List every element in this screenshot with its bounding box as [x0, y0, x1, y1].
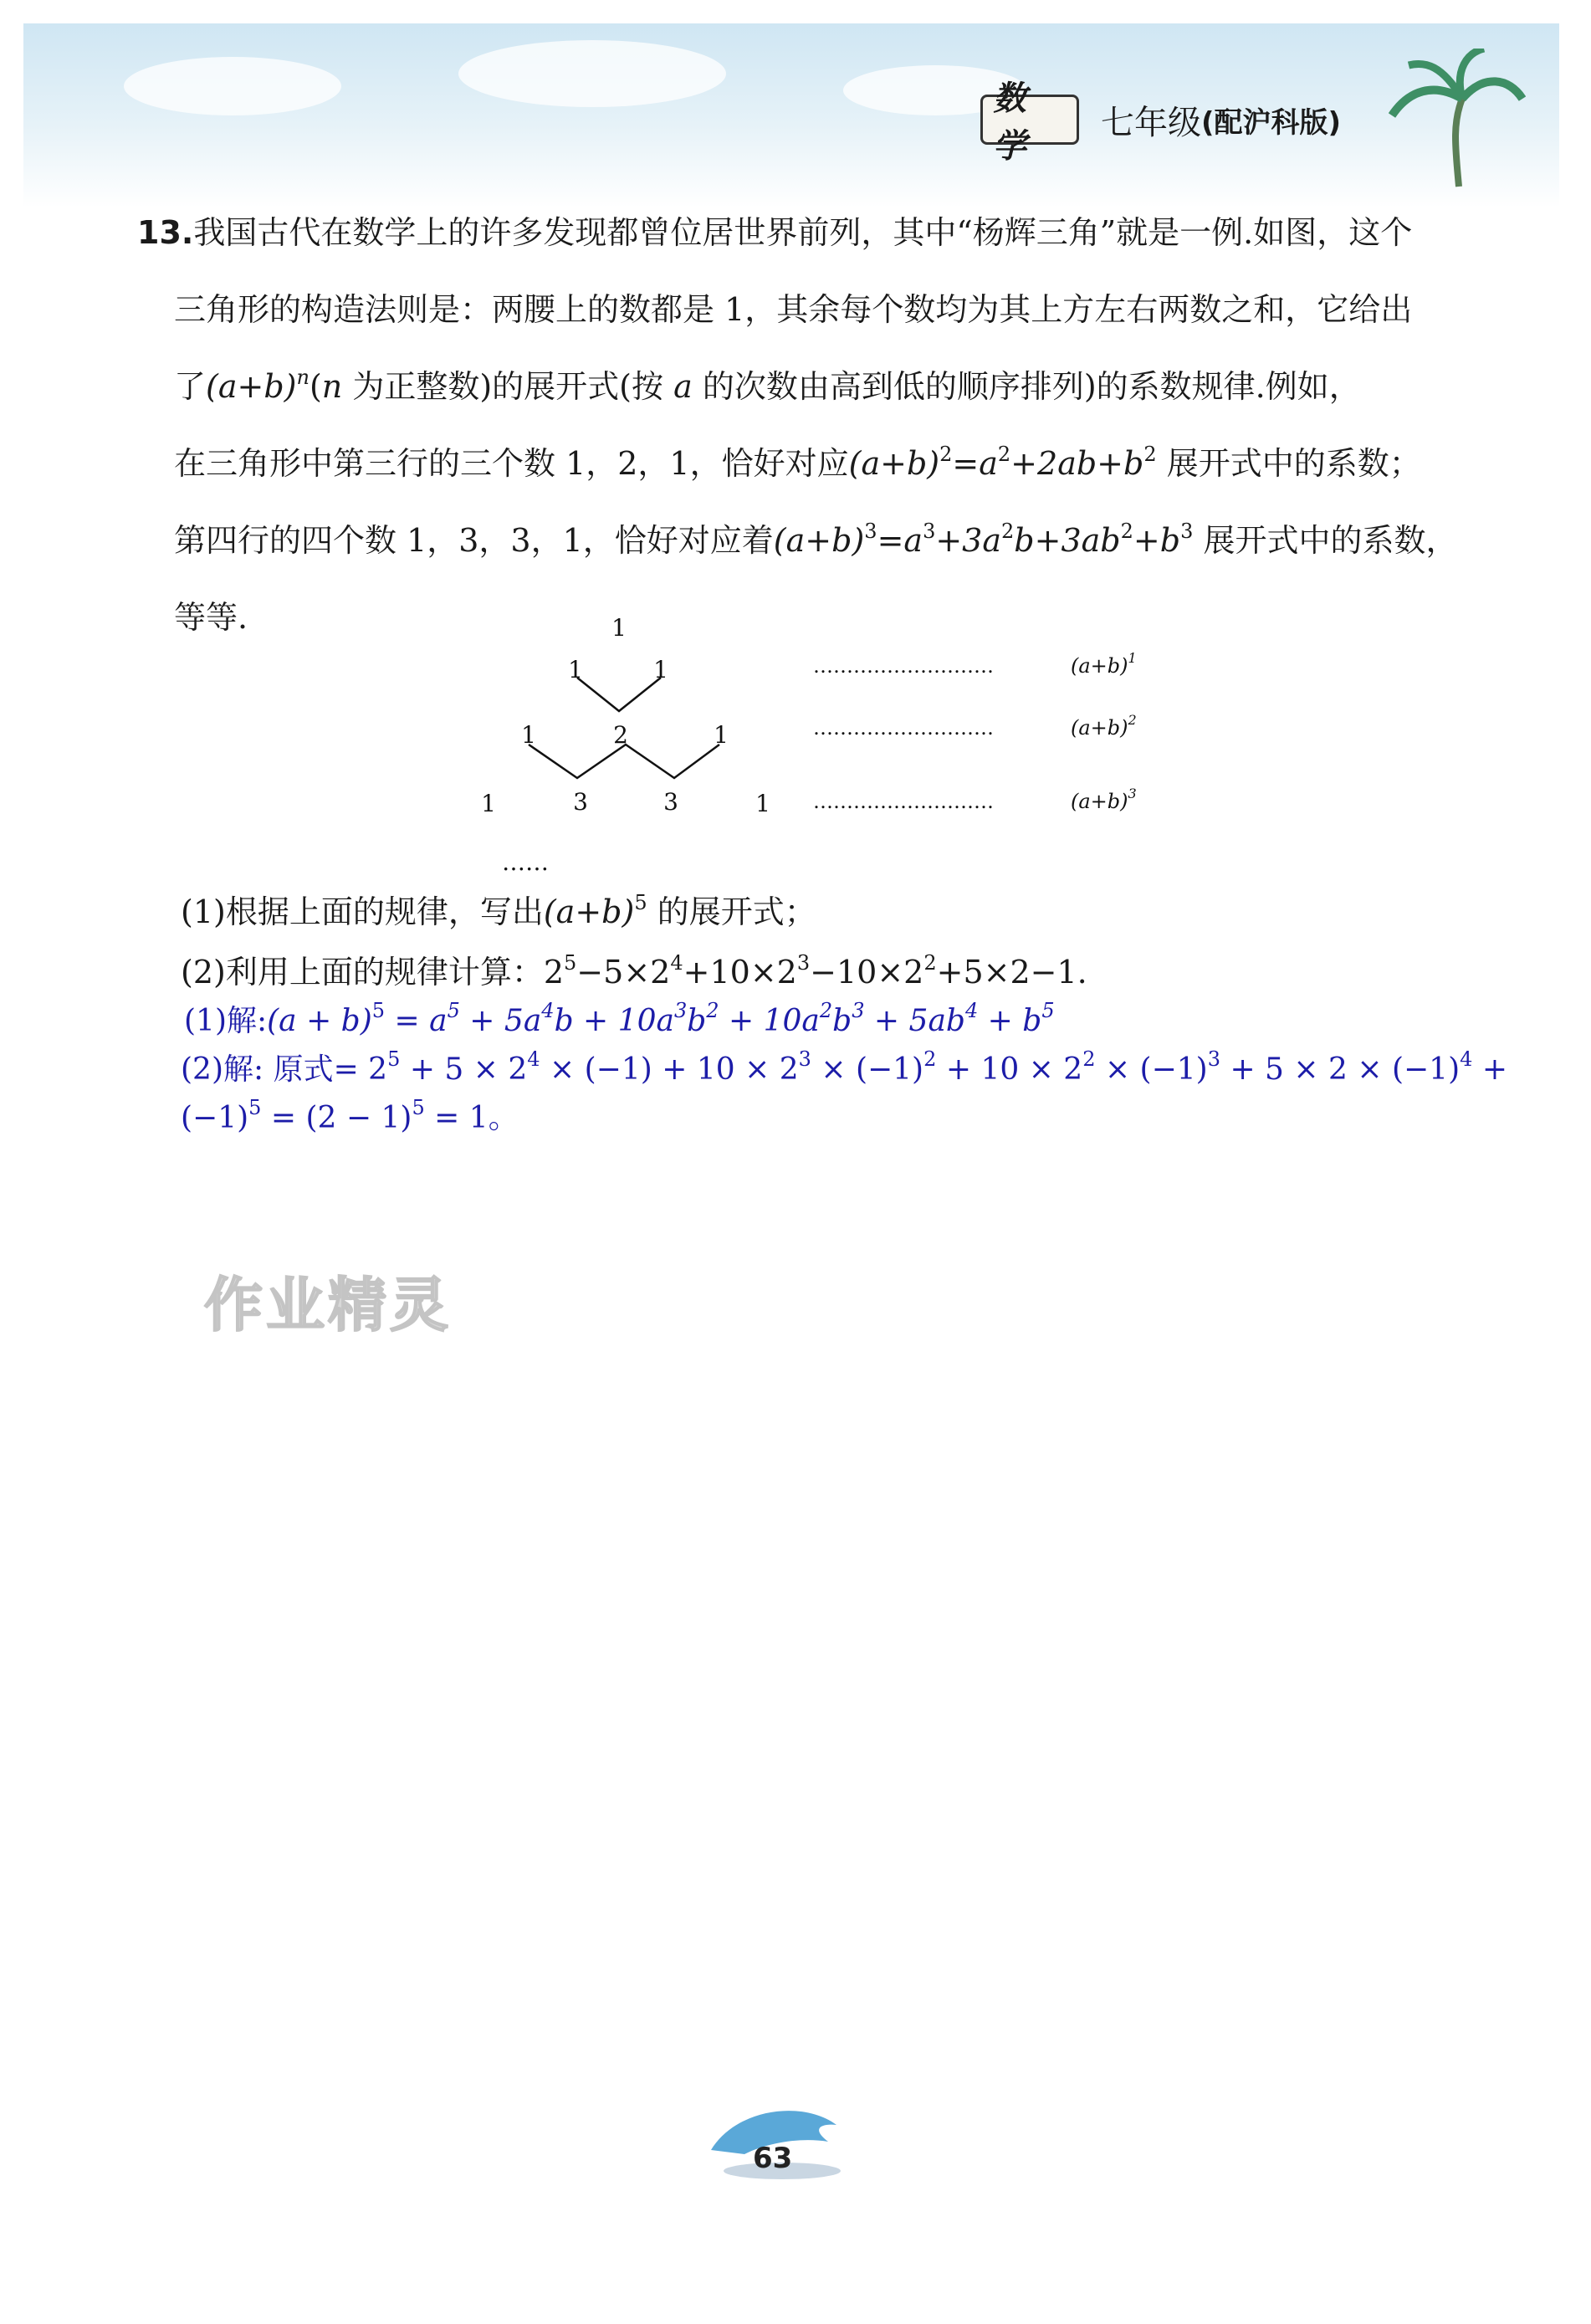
triangle-number: 3	[663, 788, 678, 816]
triangle-number: 1	[568, 656, 583, 683]
cloud-decoration	[124, 57, 341, 115]
triangle-number: 1	[714, 721, 729, 749]
triangle-continuation: ……	[502, 848, 549, 876]
palm-tree-icon	[1375, 49, 1526, 191]
triangle-number: 1	[611, 614, 627, 642]
triangle-number: 3	[573, 788, 588, 816]
connector-line	[577, 678, 661, 711]
book-tag	[980, 79, 1342, 166]
triangle-number: 2	[613, 721, 628, 749]
problem-line: 第四行的四个数 1，3，3，1，恰好对应着$(a+b)^3=a^3+3a^2b+3ab^2+b^3$ 展开式中的系数，	[174, 520, 1458, 559]
dotted-leader: ………………………	[813, 790, 994, 813]
sub-question-1: (1)根据上面的规律，写出$(a+b)^5$ 的展开式；	[181, 891, 816, 930]
question-number: 13.	[137, 214, 194, 251]
expansion-label: $(a+b)^1$	[1071, 650, 1137, 678]
triangle-numbers	[481, 614, 770, 817]
problem-line: 了$(a+b)^n(n$ 为正整数)的展开式(按 a 的次数由高到低的顺序排列)的系数规律.例如，	[174, 366, 1361, 405]
expansion-labels	[813, 650, 1137, 813]
expansion-label: $(a+b)^2$	[1071, 712, 1137, 740]
problem-line: 三角形的构造法则是：两腰上的数都是 1，其余每个数均为其上方左右两数之和，它给出	[174, 291, 1413, 328]
sub-question-2: (2)利用上面的规律计算：$2^5-5\times 2^4+10\times 2^3-10\times 2^2+5\times 2-1$.	[181, 951, 1087, 991]
problem-line: 在三角形中第三行的三个数 1，2，1，恰好对应$(a+b)^2=a^2+2ab+b^2$ 展开式中的系数；	[174, 443, 1421, 482]
problem-line: 13.我国古代在数学上的许多发现都曾位居世界前列，其中“杨辉三角”就是一例.如图，这个	[137, 214, 1413, 251]
edition-label: (配沪科版)	[1201, 105, 1342, 140]
answer-2: (2)解: 原式= $2^5 + 5 \times 2^4 \times (-1) + 10 \times 2^3 \times (-1)^2 + 10 \times 2^2 \times (-1)^3 + 5 \times 2 \times (-1)^4$ +	[181, 1047, 1508, 1087]
triangle-number: 1	[755, 790, 770, 817]
dotted-leader: ………………………	[813, 716, 994, 740]
cloud-decoration	[458, 40, 726, 107]
answer-2-continued: $(-1)^5 = (2 - 1)^5 = 1$。	[181, 1096, 519, 1135]
problem-line: 等等.	[174, 599, 248, 636]
triangle-number: 1	[653, 656, 668, 683]
dotted-leader: ………………………	[813, 654, 994, 678]
grade-label: 七年级	[1101, 103, 1201, 142]
expansion-label: $(a+b)^3$	[1071, 786, 1137, 813]
triangle-number: 1	[521, 721, 536, 749]
triangle-number: 1	[481, 790, 496, 817]
connector-line	[529, 745, 719, 778]
sub-questions	[181, 882, 1087, 1002]
yanghui-triangle-figure	[452, 602, 1171, 878]
subject-label: 数学	[980, 95, 1079, 145]
page-number: 63	[753, 2142, 793, 2175]
problem-13	[137, 194, 1458, 656]
answer-block	[181, 997, 1508, 1143]
watermark: 作业精灵	[204, 1271, 452, 1339]
answer-1: (1)解:(a + $b)^5 = a^5 + 5a^4b + 10a^3b^2 + 10a^2b^3 + 5ab^4 + b^5$	[184, 999, 1055, 1038]
